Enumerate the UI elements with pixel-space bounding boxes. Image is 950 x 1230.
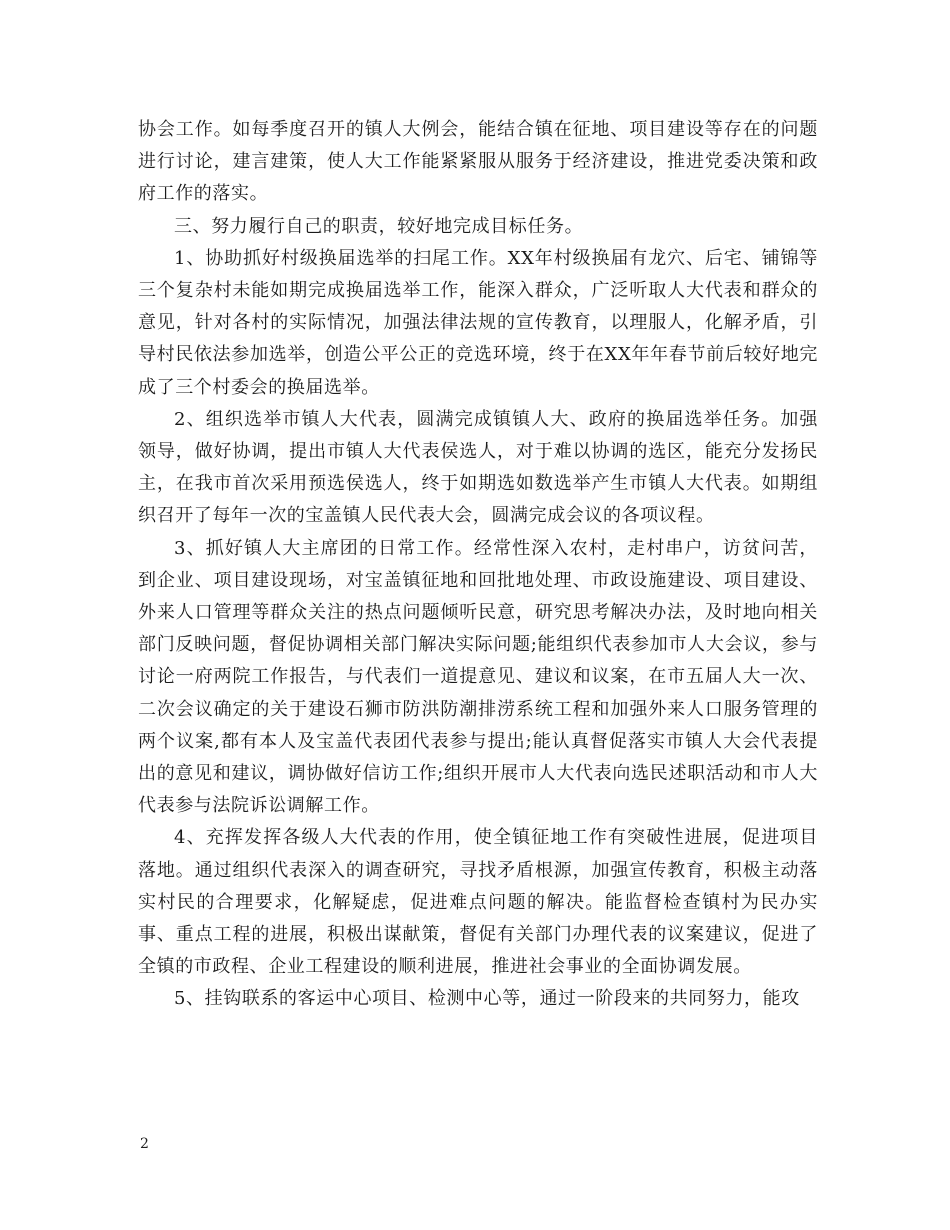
page-number: 2	[140, 1136, 149, 1152]
paragraph-item-5: 5、挂钩联系的客运中心项目、检测中心等，通过一阶段来的共同努力，能攻	[174, 988, 800, 1010]
section-heading-three: 三、努力履行自己的职责，较好地完成目标任务。	[174, 215, 584, 237]
paragraph-item-4: 4、充挥发挥各级人大代表的作用，使全镇征地工作有突破性进展，促进项目落地。通过组织代表深入的调查研究，寻找矛盾根源，加强宣传教育，积极主动落实村民的合理要求，化解疑虑，促进难点问题的解决。能监督检查镇村为民办实事、重点工程的进展，积极出谋献策，督促有关部门办理代表的议案建议，促进了全镇的市政程、企业工程建设的顺利进展，推进社会事业的全面协调发展。	[138, 827, 818, 978]
paragraph-item-2: 2、组织选举市镇人大代表，圆满完成镇镇人大、政府的换届选举任务。加强领导，做好协调，提出市镇人大代表侯选人，对于难以协调的选区，能充分发扬民主，在我市首次采用预选侯选人，终于如期选如数选举产生市镇人大代表。如期组织召开了每年一次的宝盖镇人民代表大会，圆满完成会议的各项议程。	[138, 408, 818, 527]
paragraph-continuation: 协会工作。如每季度召开的镇人大例会，能结合镇在征地、项目建设等存在的问题进行讨论，建言建策，使人大工作能紧紧服从服务于经济建设，推进党委决策和政府工作的落实。	[138, 119, 818, 205]
document-body	[138, 114, 818, 1016]
paragraph-item-1: 1、协助抓好村级换届选举的扫尾工作。XX年村级换届有龙穴、后宅、铺锦等三个复杂村未能如期完成换届选举工作，能深入群众，广泛听取人大代表和群众的意见，针对各村的实际情况，加强法律法规的宣传教育，以理服人，化解矛盾，引导村民依法参加选举，创造公平公正的竞选环境，终于在XX年年春节前后较好地完成了三个村委会的换届选举。	[138, 247, 818, 398]
paragraph-item-3: 3、抓好镇人大主席团的日常工作。经常性深入农村，走村串户，访贫问苦，到企业、项目建设现场，对宝盖镇征地和回批地处理、市政设施建设、项目建设、外来人口管理等群众关注的热点问题倾听民意，研究思考解决办法，及时地向相关部门反映问题，督促协调相关部门解决实际问题;能组织代表参加市人大会议，参与讨论一府两院工作报告，与代表们一道提意见、建议和议案，在市五届人大一次、二次会议确定的关于建设石狮市防洪防潮排涝系统工程和加强外来人口服务管理的两个议案,都有本人及宝盖代表团代表参与提出;能认真督促落实市镇人大会代表提出的意见和建议，调协做好信访工作;组织开展市人大代表向选民述职活动和市人大代表参与法院诉讼调解工作。	[138, 537, 818, 817]
